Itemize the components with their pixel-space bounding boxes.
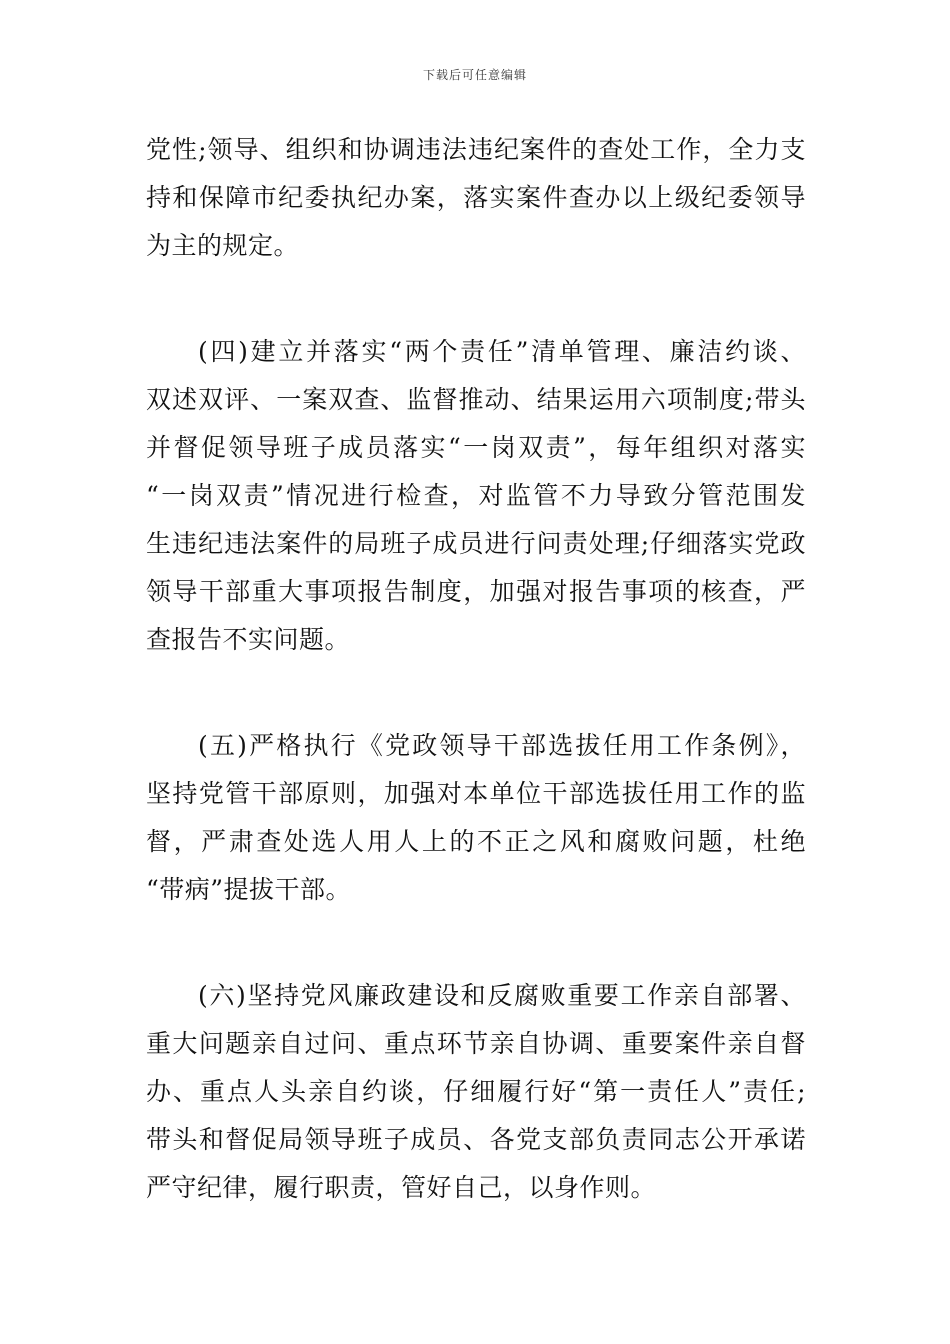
text-line: 带头和督促局领导班子成员、各党支部负责同志公开承诺 bbox=[146, 1125, 806, 1154]
text-line: 重大问题亲自过问、重点环节亲自协调、重要案件亲自督 bbox=[146, 1029, 806, 1058]
text-line: 为主的规定。 bbox=[146, 231, 300, 260]
text-line: 严守纪律，履行职责，管好自己，以身作则。 bbox=[146, 1173, 657, 1202]
text-line: 党性;领导、组织和协调违法违纪案件的查处工作，全力支 bbox=[146, 135, 806, 164]
text-line: 生违纪违法案件的局班子成员进行问责处理;仔细落实党政 bbox=[146, 529, 806, 558]
text-line: 领导干部重大事项报告制度，加强对报告事项的核查，严 bbox=[146, 577, 806, 606]
paragraph-1 bbox=[146, 126, 806, 270]
text-line: “一岗双责”情况进行检查，对监管不力导致分管范围发 bbox=[146, 481, 806, 510]
text-line: 办、重点人头亲自约谈，仔细履行好“第一责任人”责任; bbox=[146, 1077, 806, 1106]
text-line: 督，严肃查处选人用人上的不正之风和腐败问题，杜绝 bbox=[146, 827, 806, 856]
text-line: “带病”提拔干部。 bbox=[146, 875, 352, 904]
text-line: 查报告不实问题。 bbox=[146, 625, 351, 654]
text-line: (五)严格执行《党政领导干部选拔任用工作条例》， bbox=[198, 731, 806, 760]
paragraph-5 bbox=[146, 722, 806, 914]
text-line: 双述双评、一案双查、监督推动、结果运用六项制度;带头 bbox=[146, 385, 806, 414]
text-line: 并督促领导班子成员落实“一岗双责”，每年组织对落实 bbox=[146, 433, 806, 462]
text-line: (六)坚持党风廉政建设和反腐败重要工作亲自部署、 bbox=[198, 981, 806, 1010]
text-line: (四)建立并落实“两个责任”清单管理、廉洁约谈、 bbox=[198, 337, 806, 366]
page-header: 下载后可任意编辑 bbox=[422, 68, 527, 82]
text-line: 坚持党管干部原则，加强对本单位干部选拔任用工作的监 bbox=[146, 779, 806, 808]
paragraph-4 bbox=[146, 328, 806, 664]
paragraph-6 bbox=[146, 972, 806, 1212]
document-body bbox=[146, 126, 806, 1270]
text-line: 持和保障市纪委执纪办案，落实案件查办以上级纪委领导 bbox=[146, 183, 806, 212]
